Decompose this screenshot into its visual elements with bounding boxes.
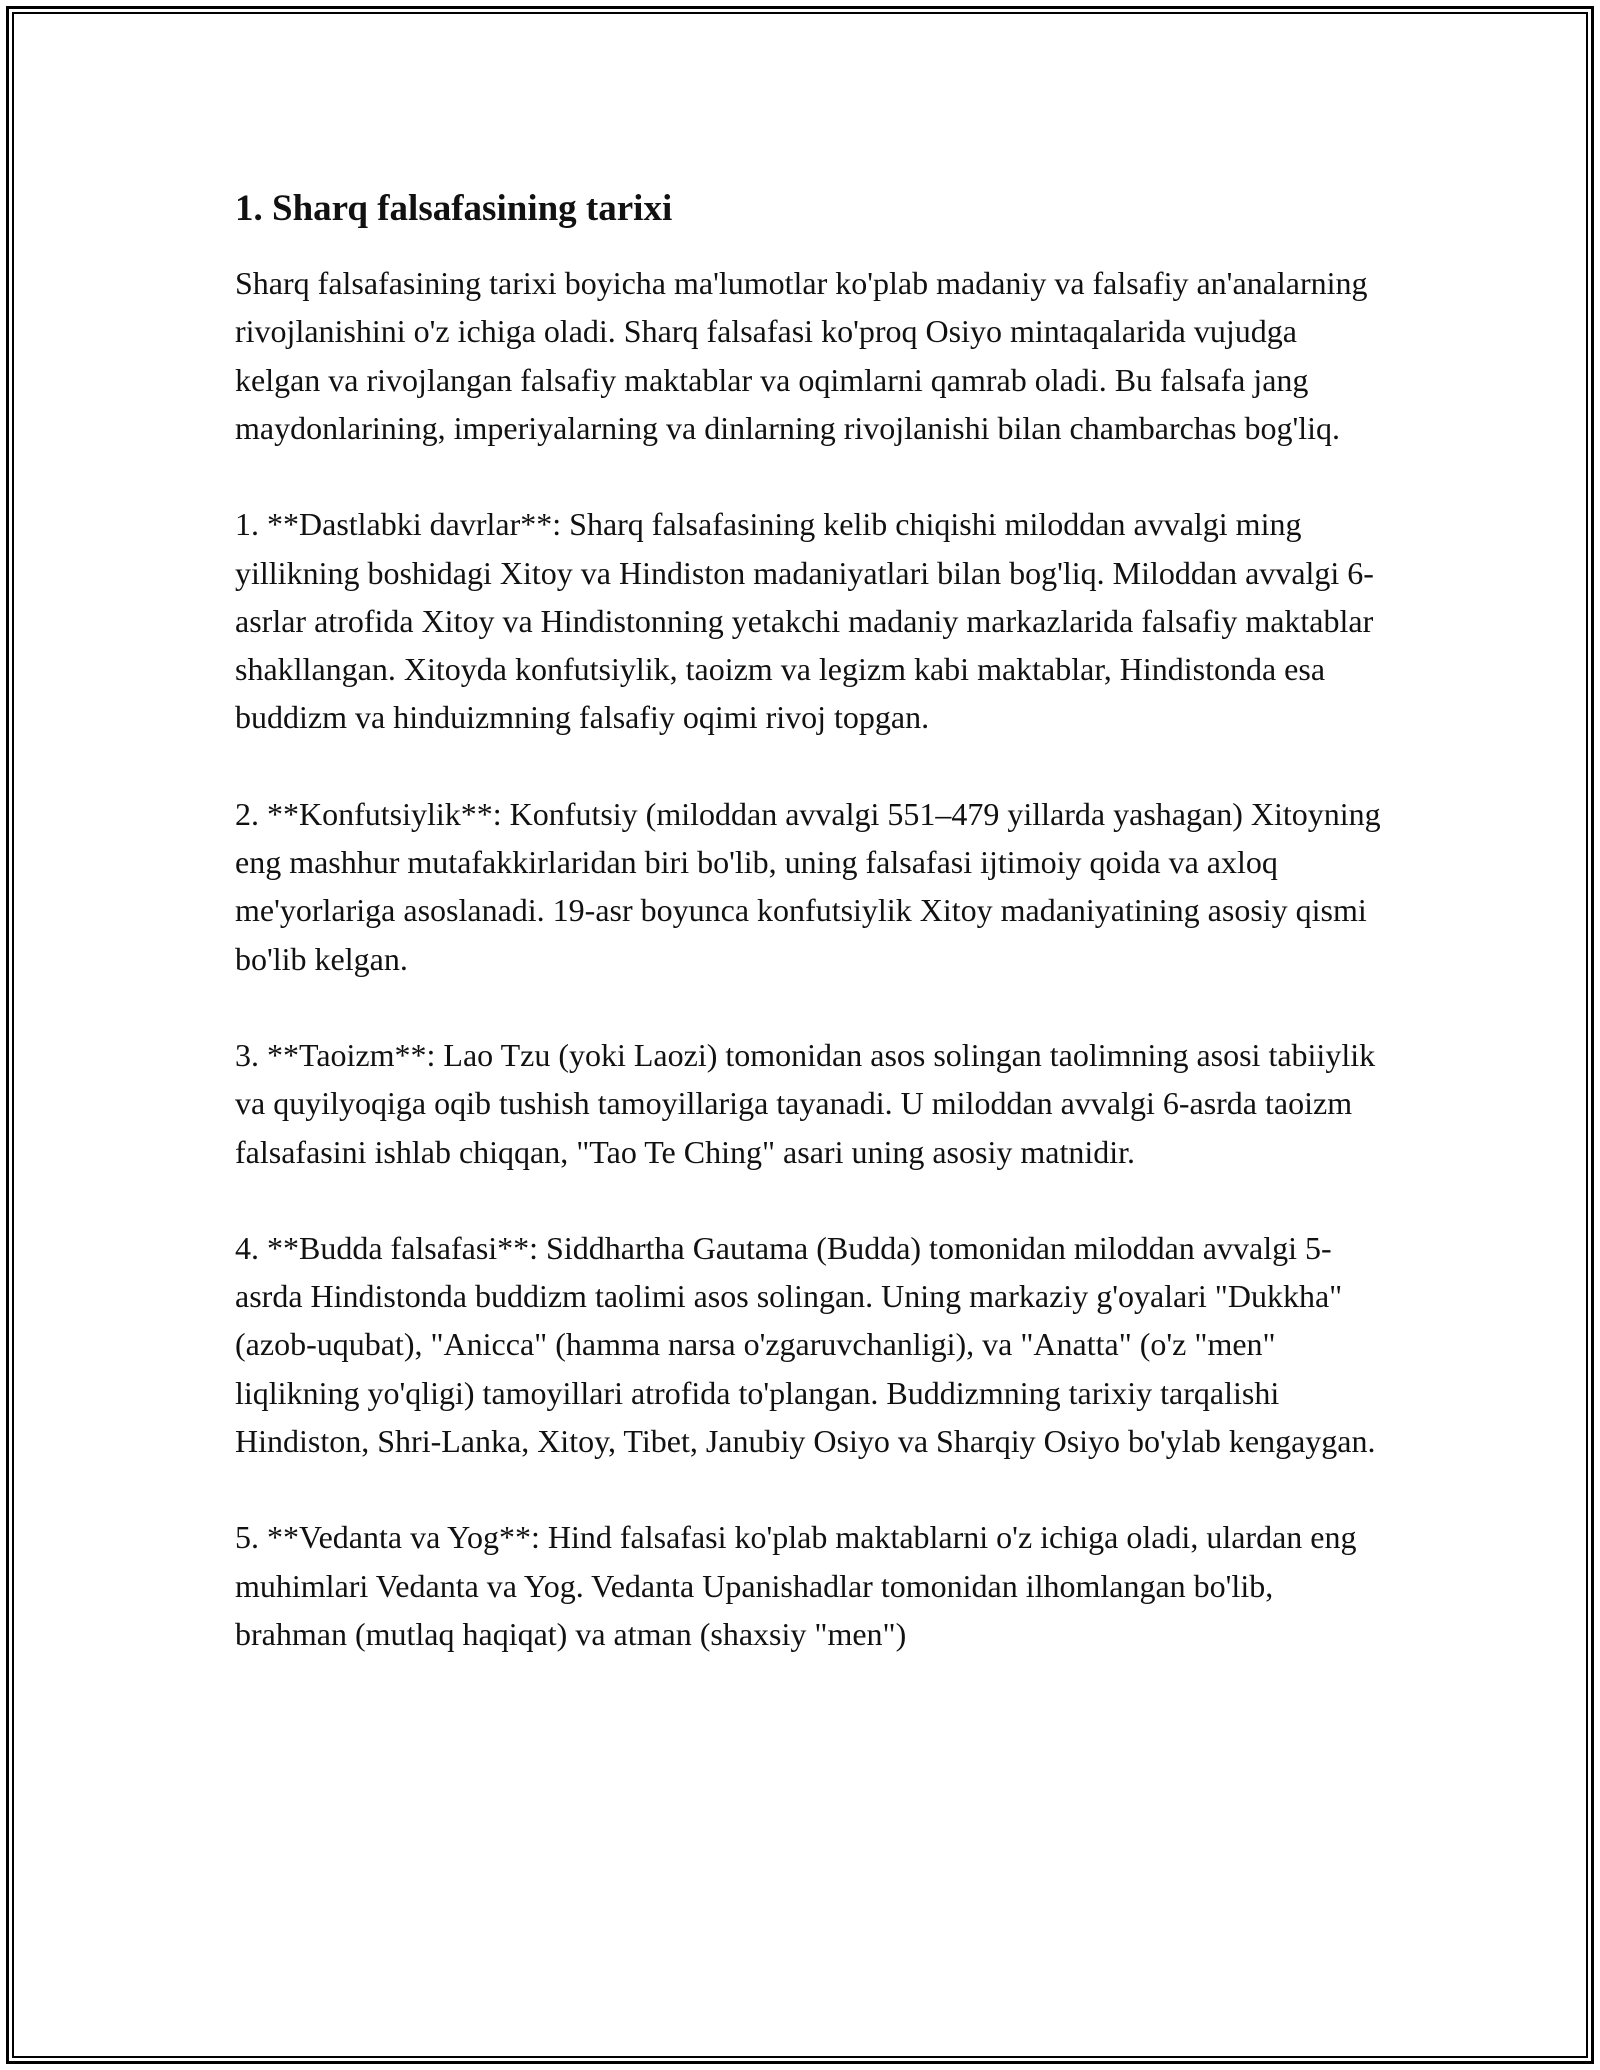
intro-paragraph: Sharq falsafasining tarixi boyicha ma'lumotlar ko'plab madaniy va falsafiy an'analarning rivojlanishini o'z ichiga oladi. Sharq falsafasi ko'proq Osiyo mintaqalarida vujudga kelgan va rivojlangan falsafiy maktablar va oqimlarni qamrab oladi. Bu falsafa jang maydonlarining, imperiyalarning va dinlarning rivojlanishi bilan chambarchas bog'liq. bbox=[235, 265, 1368, 446]
paragraph-konfutsiylik: 2. **Konfutsiylik**: Konfutsiy (miloddan avvalgi 551–479 yillarda yashagan) Xitoyning eng mashhur mutafakkirlaridan biri bo'lib, uning falsafasi ijtimoiy qoida va axloq me'yorlariga asoslanadi. 19-asr boyunca konfutsiylik Xitoy madaniyatining asosiy qismi bo'lib kelgan. bbox=[235, 795, 1381, 977]
paragraph-vedanta-va-yog: 5. **Vedanta va Yog**: Hind falsafasi ko'plab maktablarni o'z ichiga oladi, ulardan eng muhimlari Vedanta va Yog. Vedanta Upanishadlar tomonidan ilhomlangan bo'lib, brahman (mutlaq haqiqat) va atman (shaxsiy "men") bbox=[235, 1519, 1357, 1652]
paragraph-budda-falsafasi: 4. **Budda falsafasi**: Siddhartha Gautama (Budda) tomonidan miloddan avvalgi 5-asrda Hindistonda buddizm taolimi asos solingan. Uning markaziy g'oyalari "Dukkha" (azob-uqubat), "Anicca" (hamma narsa o'zgaruvchanligi), va "Anatta" (o'z "men" liqlikning yo'qligi) tamoyillari atrofida to'plangan. Buddizmning tarixiy tarqalishi Hindiston, Shri-Lanka, Xitoy, Tibet, Janubiy Osiyo va Sharqiy Osiyo bo'ylab kengaygan. bbox=[235, 1229, 1376, 1460]
paragraph-taoizm: 3. **Taoizm**: Lao Tzu (yoki Laozi) tomonidan asos solingan taolimning asosi tabiiylik va quyilyoqiga oqib tushish tamoyillariga tayanadi. U miloddan avvalgi 6-asrda taoizm falsafasini ishlab chiqqan, "Tao Te Ching" asari uning asosiy matnidir. bbox=[235, 1036, 1376, 1170]
document-title: 1. Sharq falsafasining tarixi bbox=[235, 188, 673, 229]
paragraph-dastlabki-davrlar: 1. **Dastlabki davrlar**: Sharq falsafasining kelib chiqishi miloddan avvalgi ming yillikning boshidagi Xitoy va Hindiston madaniyatlari bilan bog'liq. Miloddan avvalgi 6-asrlar atrofida Xitoy va Hindistonning yetakchi madaniy markazlarida falsafiy maktablar shakllangan. Xitoyda konfutsiylik, taoizm va legizm kabi maktablar, Hindistonda esa buddizm va hinduizmning falsafiy oqimi rivoj topgan. bbox=[235, 506, 1374, 736]
document-page bbox=[235, 185, 1385, 1706]
